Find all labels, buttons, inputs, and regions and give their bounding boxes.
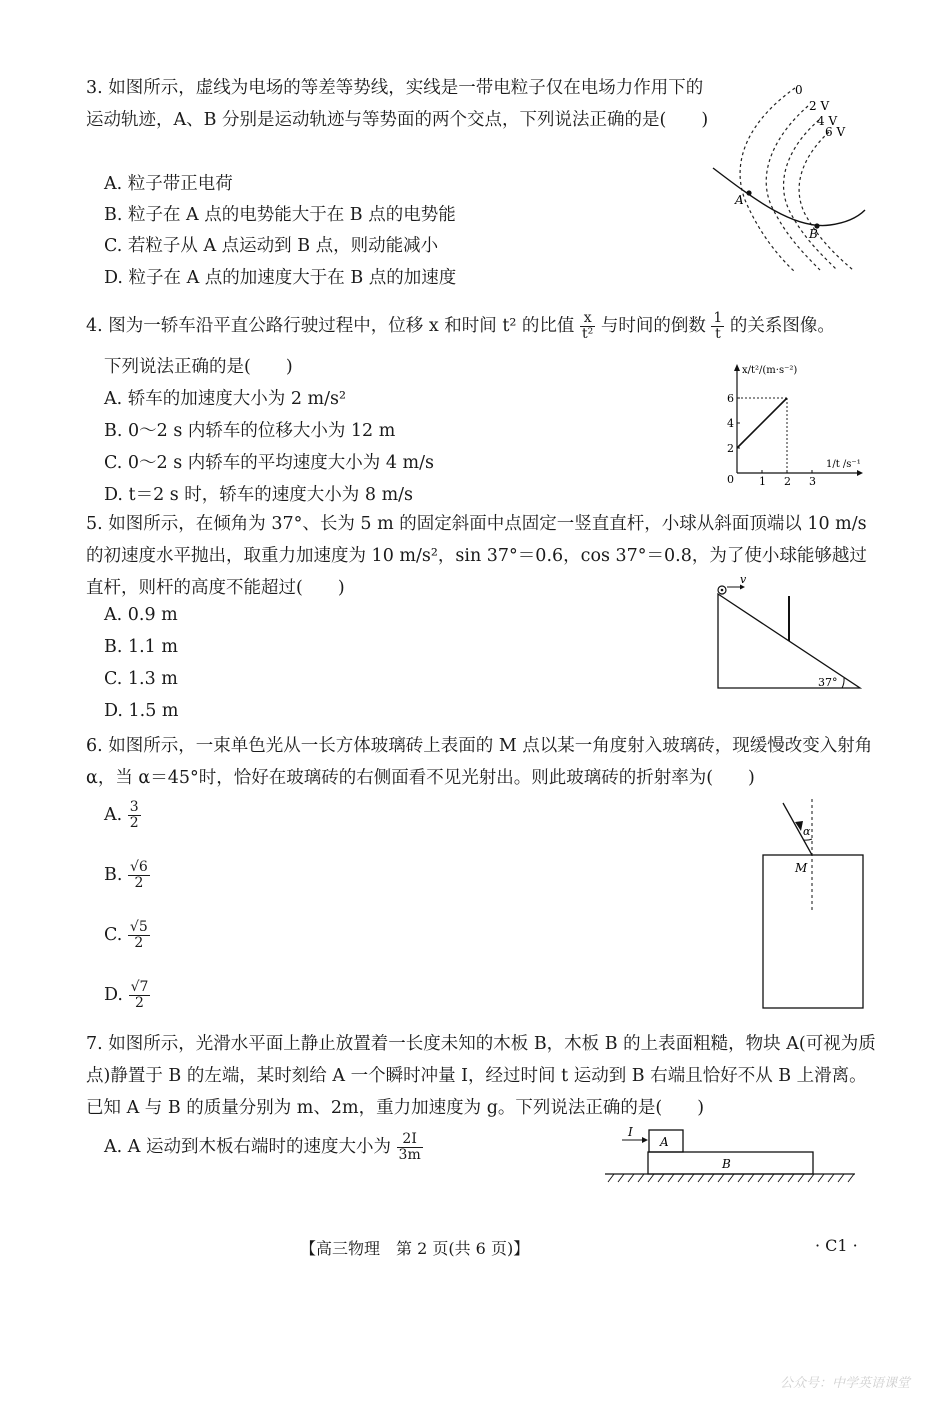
q4-option-b: B. 0～2 s 内轿车的位移大小为 12 m	[104, 421, 396, 441]
q6-option-c-fraction	[128, 920, 150, 951]
q4-stem-b: 与时间的倒数	[600, 316, 706, 336]
q6-option-d	[104, 980, 150, 1011]
q4-ratio-fraction	[580, 311, 595, 342]
q6-option-a	[104, 800, 141, 831]
q6-option-b-fraction	[128, 860, 150, 891]
label-6v: 6 V	[825, 125, 846, 139]
ground-hatching	[608, 1174, 854, 1182]
question-6-stem: 6. 如图所示，一束单色光从一长方体玻璃砖上表面的 M 点以某一角度射入玻璃砖，现缓慢改变入射角 α，当 α＝45°时，恰好在玻璃砖的右侧面看不见光射出。则此玻璃砖的折射率为( )	[86, 736, 873, 788]
q3-option-b: B. 粒子在 A 点的电势能大于在 B 点的电势能	[104, 205, 456, 225]
point-a-dot	[746, 190, 751, 195]
angle-arc	[842, 678, 844, 688]
q5-incline-figure	[710, 576, 870, 694]
q6-option-d-letter: D.	[104, 985, 123, 1005]
question-3	[86, 72, 716, 136]
impulse-arrowhead	[642, 1137, 648, 1143]
q3-option-c: C. 若粒子从 A 点运动到 B 点，则动能减小	[104, 236, 439, 256]
q4-option-d: D. t＝2 s 时，轿车的速度大小为 8 m/s	[104, 485, 414, 505]
y-axis-arrow	[734, 364, 740, 371]
q6-glass-figure	[755, 795, 875, 1015]
alpha-label: α	[803, 825, 811, 838]
q4-chart	[722, 355, 872, 490]
equipotential-line-6v	[799, 132, 853, 270]
q6-option-b	[104, 860, 150, 891]
y-tick-label-2: 2	[727, 442, 734, 455]
x-tick-label-2: 2	[784, 475, 791, 488]
q7-board-figure	[600, 1122, 860, 1190]
q6-a-num: 3	[129, 799, 139, 815]
q5-option-d: D. 1.5 m	[104, 701, 179, 721]
q6-d-num: √7	[130, 979, 149, 995]
board-b-label: B	[722, 1157, 731, 1171]
q6-d-den: 2	[135, 995, 144, 1011]
q4-ratio-den: t²	[582, 326, 594, 342]
label-2v: 2 V	[809, 99, 830, 113]
q5-option-a: A. 0.9 m	[104, 605, 178, 625]
question-7-stem: 7. 如图所示，光滑水平面上静止放置着一长度未知的木板 B，木板 B 的上表面粗糙，物块 A(可视为质点)静置于 B 的左端，某时刻给 A 一个瞬时冲量 I，经过时间 t 运动到 B 右端且恰好不从 B 上滑离。已知 A 与 B 的质量分别为 m、2m，重力加速度为 g。下列说法正确的是( )	[86, 1034, 876, 1118]
x-tick-label-1: 1	[759, 475, 766, 488]
q4-stem-d: 下列说法正确的是( )	[104, 357, 293, 377]
q3-field-figure	[705, 80, 875, 275]
question-5-stem: 5. 如图所示，在倾角为 37°、长为 5 m 的固定斜面中点固定一竖直直杆，小球从斜面顶端以 10 m/s 的初速度水平抛出，取重力加速度为 10 m/s²，sin 37°＝0.6，cos 37°＝0.8，为了使小球能够越过直杆，则杆的高度不能超过( )	[86, 514, 867, 598]
q6-c-num: √5	[129, 919, 148, 935]
ball-center	[721, 589, 724, 592]
equipotential-line-0	[740, 88, 795, 272]
velocity-label: v	[740, 576, 747, 586]
angle-label: 37°	[818, 676, 838, 689]
question-4	[86, 310, 886, 342]
q6-b-num: √6	[130, 859, 148, 875]
q7-a-num: 2I	[397, 1132, 423, 1148]
q6-b-den: 2	[134, 875, 144, 891]
x-axis-label: 1/t /s⁻¹	[826, 459, 861, 470]
q6-a-den: 2	[129, 815, 139, 831]
q6-option-b-letter: B.	[104, 865, 123, 885]
q7-a-den: 3m	[398, 1147, 421, 1163]
data-line	[737, 398, 787, 448]
q6-option-c	[104, 920, 150, 951]
label-0: 0	[795, 83, 803, 97]
question-3-stem: 3. 如图所示，虚线为电场的等差等势线，实线是一带电粒子仅在电场力作用下的运动轨迹，A、B 分别是运动轨迹与等势面的两个交点，下列说法正确的是( )	[86, 78, 709, 130]
question-7	[86, 1028, 876, 1124]
q4-stem-c: 的关系图像。	[729, 316, 835, 336]
footer-center: 【高三物理 第 2 页(共 6 页)】	[300, 1239, 530, 1258]
q4-option-a: A. 轿车的加速度大小为 2 m/s²	[104, 389, 347, 409]
point-m-label: M	[795, 861, 808, 875]
q4-inv-den: t	[715, 326, 721, 342]
q6-option-c-letter: C.	[104, 925, 123, 945]
q4-inv-num: 1	[713, 310, 723, 326]
watermark: 公众号：中学英语课堂	[779, 1376, 910, 1391]
q7-option-a	[104, 1132, 423, 1163]
x-tick-label-3: 3	[809, 475, 816, 488]
glass-block	[763, 855, 863, 1008]
q5-option-c: C. 1.3 m	[104, 669, 178, 689]
q7-option-a-fraction	[397, 1132, 423, 1163]
q6-option-d-fraction	[129, 980, 151, 1011]
q3-option-a: A. 粒子带正电荷	[104, 174, 233, 194]
label-4v: 4 V	[817, 114, 838, 128]
impulse-label: I	[628, 1125, 633, 1139]
question-6	[86, 730, 876, 794]
origin-label: 0	[727, 473, 734, 486]
label-point-a: A	[735, 193, 744, 207]
y-tick-label-6: 6	[727, 392, 734, 405]
q4-stem-a: 4. 图为一轿车沿平直公路行驶过程中，位移 x 和时间 t² 的比值	[86, 316, 575, 336]
q6-option-a-letter: A.	[104, 805, 123, 825]
q6-c-den: 2	[134, 935, 144, 951]
y-tick-label-4: 4	[727, 417, 734, 430]
equipotential-line-2v	[766, 106, 820, 270]
block-a-label: A	[660, 1135, 669, 1149]
q3-option-d: D. 粒子在 A 点的加速度大于在 B 点的加速度	[104, 268, 457, 288]
q4-ratio-num: x	[580, 311, 595, 327]
x-axis-arrow	[857, 470, 863, 476]
y-axis-label: x/t²/(m·s⁻²)	[742, 365, 798, 376]
q4-option-c: C. 0～2 s 内轿车的平均速度大小为 4 m/s	[104, 453, 434, 473]
label-point-b: B	[809, 227, 818, 241]
q5-option-b: B. 1.1 m	[104, 637, 178, 657]
q7-option-a-text: A. A 运动到木板右端时的速度大小为	[104, 1137, 391, 1157]
q4-inverse-fraction	[711, 311, 724, 342]
footer-right: · C1 ·	[815, 1236, 858, 1255]
alpha-arc	[804, 839, 812, 840]
q6-option-a-fraction	[128, 800, 141, 831]
